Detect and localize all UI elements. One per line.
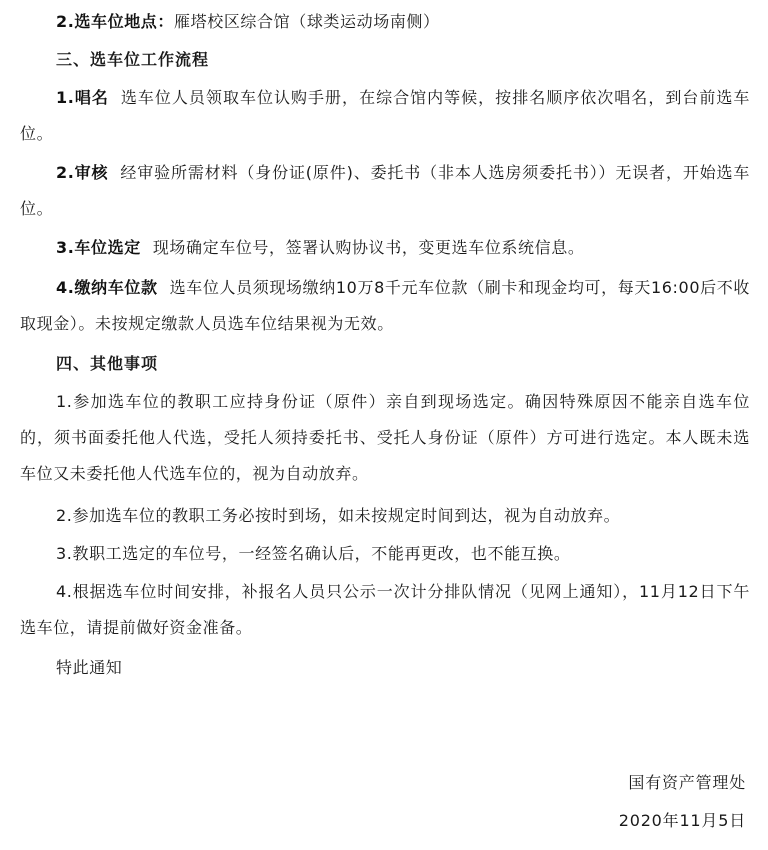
- paragraph-note-2: 2.参加选车位的教职工务必按时到场，如未按规定时间到达，视为自动放弃。: [56, 506, 621, 525]
- closing-text: 特此通知: [56, 658, 123, 677]
- issuer: 国有资产管理处: [628, 773, 746, 792]
- section-heading-3: 三、选车位工作流程: [56, 50, 210, 69]
- step-4-text: 选车位人员须现场缴纳10万8千元车位款（刷卡和现金均可，每天16:00后不收取现金）。未按规定缴款人员选车位结果视为无效。: [20, 278, 750, 333]
- paragraph-step-3: [20, 230, 750, 266]
- paragraph-step-4: [20, 270, 750, 342]
- paragraph-step-2: [20, 155, 750, 227]
- step-2-text: 经审验所需材料（身份证(原件)、委托书（非本人选房须委托书））无误者，开始选车位。: [20, 163, 750, 218]
- paragraph-note-1: 1.参加选车位的教职工应持身份证（原件）亲自到现场选定。确因特殊原因不能亲自选车位的，须书面委托他人代选，受托人须持委托书、受托人身份证（原件）方可进行选定。本人既未选车位又未委托他人代选车位的，视为自动放弃。: [20, 392, 750, 483]
- step-1-text: 选车位人员领取车位认购手册，在综合馆内等候，按排名顺序依次唱名，到台前选车位。: [20, 88, 750, 143]
- step-3-label: 3.车位选定: [56, 238, 141, 257]
- paragraph-note-3: 3.教职工选定的车位号，一经签名确认后，不能再更改，也不能互换。: [56, 544, 571, 563]
- paragraph-note-4: 4.根据选车位时间安排，补报名人员只公示一次计分排队情况（见网上通知），11月12日下午选车位，请提前做好资金准备。: [20, 582, 750, 637]
- paragraph-step-1: [20, 80, 750, 152]
- paragraph-site: [20, 4, 750, 40]
- step-3-text: 现场确定车位号，签署认购协议书，变更选车位系统信息。: [152, 238, 585, 257]
- issue-date: 2020年11月5日: [618, 811, 746, 830]
- step-2-label: 2.审核: [56, 163, 109, 182]
- site-label: 2.选车位地点：: [56, 12, 175, 31]
- step-4-label: 4.缴纳车位款: [56, 278, 158, 297]
- site-text: 雁塔校区综合馆（球类运动场南侧）: [174, 12, 440, 31]
- step-1-label: 1.唱名: [56, 88, 109, 107]
- section-heading-4: 四、其他事项: [56, 354, 159, 373]
